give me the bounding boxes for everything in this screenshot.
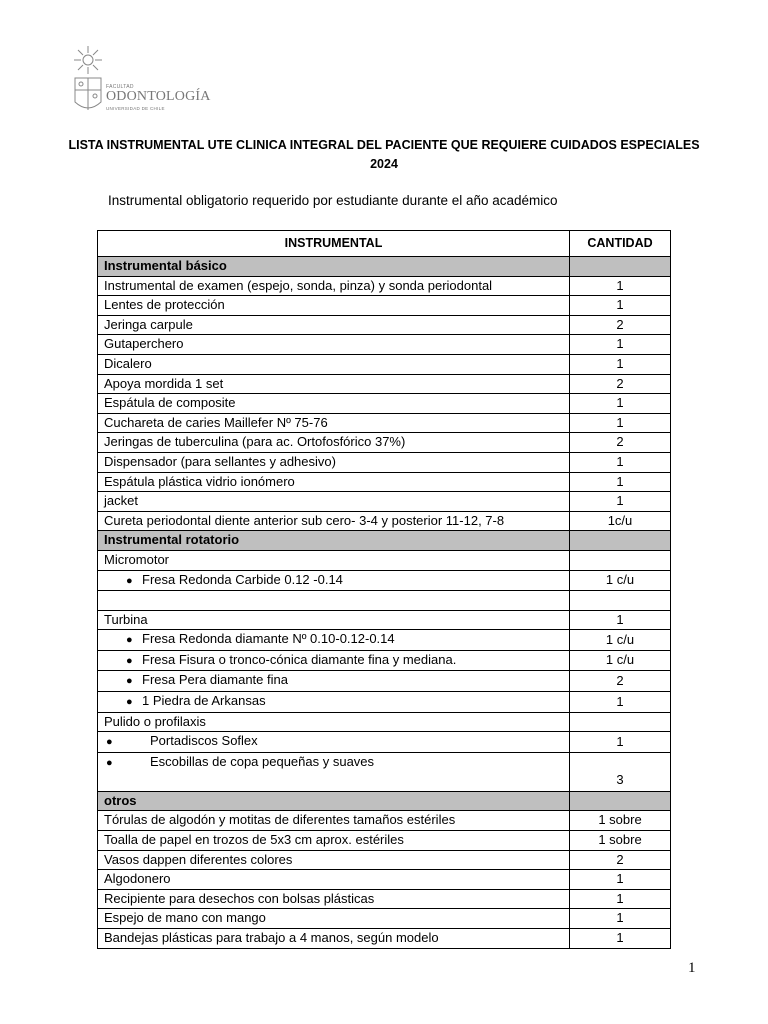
item-name: Cureta periodontal diente anterior sub cero- 3-4 y posterior 11-12, 7-8 <box>98 511 570 531</box>
item-name: Tórulas de algodón y motitas de diferentes tamaños estériles <box>98 811 570 831</box>
table-row <box>98 335 671 355</box>
title-line-2: 2024 <box>370 157 398 171</box>
item-qty: 1c/u <box>570 511 671 531</box>
item-qty: 1 c/u <box>570 630 671 651</box>
bullet-icon: ● <box>126 696 133 709</box>
item-qty <box>570 712 671 732</box>
faculty-logo <box>72 44 211 120</box>
item-qty: 1 sobre <box>570 831 671 851</box>
item-qty: 3 <box>570 752 671 791</box>
item-qty: 1 c/u <box>570 570 671 591</box>
section-title: Instrumental rotatorio <box>98 531 570 551</box>
item-name: Apoya mordida 1 set <box>98 374 570 394</box>
item-qty: 1 <box>570 472 671 492</box>
table-header-row <box>98 231 671 257</box>
item-qty: 1 <box>570 413 671 433</box>
university-seal-icon <box>72 44 106 120</box>
item-qty: 2 <box>570 374 671 394</box>
table-row <box>98 550 671 570</box>
item-name: Escobillas de copa pequeñas y suaves <box>150 753 375 769</box>
item-qty: 2 <box>570 433 671 453</box>
item-name: Espátula de composite <box>98 394 570 414</box>
item-qty: 1 <box>570 492 671 512</box>
bullet-icon: ● <box>106 736 113 749</box>
item-name: Jeringa carpule <box>98 315 570 335</box>
item-name: Fresa Redonda diamante Nº 0.10-0.12-0.14 <box>142 631 395 647</box>
bullet-icon: ● <box>126 574 133 587</box>
item-qty: 1 <box>570 354 671 374</box>
logo-university-name: UNIVERSIDAD DE CHILE <box>106 106 165 111</box>
table-row <box>98 929 671 949</box>
logo-faculty-label: FACULTAD <box>106 84 134 90</box>
item-name: Portadiscos Soflex <box>150 733 258 749</box>
item-qty: 1 sobre <box>570 811 671 831</box>
item-name: Turbina <box>98 610 570 630</box>
table-row <box>98 650 671 671</box>
item-name: Bandejas plásticas para trabajo a 4 manos, según modelo <box>98 929 570 949</box>
item-name-bulleted <box>98 650 570 671</box>
page-number: 1 <box>688 960 696 976</box>
table-row-empty <box>98 591 671 611</box>
item-qty: 1 <box>570 276 671 296</box>
item-name: Fresa Redonda Carbide 0.12 -0.14 <box>142 571 343 587</box>
table-row <box>98 374 671 394</box>
table-row <box>98 610 671 630</box>
table-row <box>98 732 671 753</box>
section-row-others <box>98 791 671 811</box>
section-title: Instrumental básico <box>98 257 570 277</box>
bullet-icon: ● <box>106 756 113 769</box>
item-name: Cuchareta de caries Maillefer Nº 75-76 <box>98 413 570 433</box>
section-row-basic <box>98 257 671 277</box>
item-name: Lentes de protección <box>98 296 570 316</box>
item-name: Jeringas de tuberculina (para ac. Ortofosfórico 37%) <box>98 433 570 453</box>
table-row <box>98 909 671 929</box>
bullet-icon: ● <box>126 675 133 688</box>
item-name: Algodonero <box>98 870 570 890</box>
table-row <box>98 870 671 890</box>
item-qty: 2 <box>570 315 671 335</box>
table-row <box>98 752 671 791</box>
item-name: Fresa Fisura o tronco-cónica diamante fina y mediana. <box>142 651 457 667</box>
table-row <box>98 452 671 472</box>
table-row <box>98 492 671 512</box>
table-row <box>98 692 671 713</box>
item-name: Dicalero <box>98 354 570 374</box>
item-qty: 2 <box>570 671 671 692</box>
item-qty: 1 <box>570 870 671 890</box>
item-qty: 1 <box>570 296 671 316</box>
item-name-bulleted <box>98 752 570 791</box>
item-name: Espátula plástica vidrio ionómero <box>98 472 570 492</box>
item-name-bulleted <box>98 671 570 692</box>
document-title <box>40 136 728 174</box>
item-name: Pulido o profilaxis <box>98 712 570 732</box>
table-row <box>98 472 671 492</box>
table-row <box>98 630 671 651</box>
item-qty: 1 <box>570 610 671 630</box>
item-qty: 1 <box>570 889 671 909</box>
section-title: otros <box>98 791 570 811</box>
item-name: Vasos dappen diferentes colores <box>98 850 570 870</box>
table-row <box>98 413 671 433</box>
item-name: 1 Piedra de Arkansas <box>142 693 266 709</box>
item-name: Toalla de papel en trozos de 5x3 cm aprox. estériles <box>98 831 570 851</box>
item-name-bulleted <box>98 732 570 753</box>
header-instrumental: INSTRUMENTAL <box>98 231 570 257</box>
table-row <box>98 712 671 732</box>
section-row-rotary <box>98 531 671 551</box>
item-name: jacket <box>98 492 570 512</box>
table-row <box>98 889 671 909</box>
table-row <box>98 433 671 453</box>
item-name: Recipiente para desechos con bolsas plásticas <box>98 889 570 909</box>
item-qty: 1 <box>570 909 671 929</box>
item-qty: 1 <box>570 452 671 472</box>
table-row <box>98 570 671 591</box>
item-name: Fresa Pera diamante fina <box>142 672 288 688</box>
table-row <box>98 811 671 831</box>
item-name-bulleted <box>98 692 570 713</box>
instrument-table <box>97 230 671 949</box>
item-qty: 1 <box>570 394 671 414</box>
table-row <box>98 831 671 851</box>
table-row <box>98 394 671 414</box>
item-qty: 1 <box>570 929 671 949</box>
item-name-bulleted <box>98 570 570 591</box>
item-name: Micromotor <box>98 550 570 570</box>
item-name: Instrumental de examen (espejo, sonda, pinza) y sonda periodontal <box>98 276 570 296</box>
item-qty: 1 <box>570 732 671 753</box>
item-qty: 1 <box>570 335 671 355</box>
document-subtitle: Instrumental obligatorio requerido por estudiante durante el año académico <box>108 193 558 208</box>
table-row <box>98 511 671 531</box>
table-row <box>98 276 671 296</box>
item-name: Dispensador (para sellantes y adhesivo) <box>98 452 570 472</box>
table-row <box>98 354 671 374</box>
item-qty: 1 <box>570 692 671 713</box>
title-line-1: LISTA INSTRUMENTAL UTE CLINICA INTEGRAL DEL PACIENTE QUE REQUIERE CUIDADOS ESPECIALES <box>68 138 700 152</box>
table-row <box>98 315 671 335</box>
bullet-icon: ● <box>126 654 133 667</box>
item-name: Gutaperchero <box>98 335 570 355</box>
bullet-icon: ● <box>126 634 133 647</box>
item-qty: 1 c/u <box>570 650 671 671</box>
header-cantidad: CANTIDAD <box>570 231 671 257</box>
item-qty <box>570 550 671 570</box>
logo-faculty-name: ODONTOLOGÍA <box>106 89 211 104</box>
item-name-bulleted <box>98 630 570 651</box>
table-row <box>98 296 671 316</box>
table-row <box>98 671 671 692</box>
table-row <box>98 850 671 870</box>
item-qty: 2 <box>570 850 671 870</box>
item-name: Espejo de mano con mango <box>98 909 570 929</box>
